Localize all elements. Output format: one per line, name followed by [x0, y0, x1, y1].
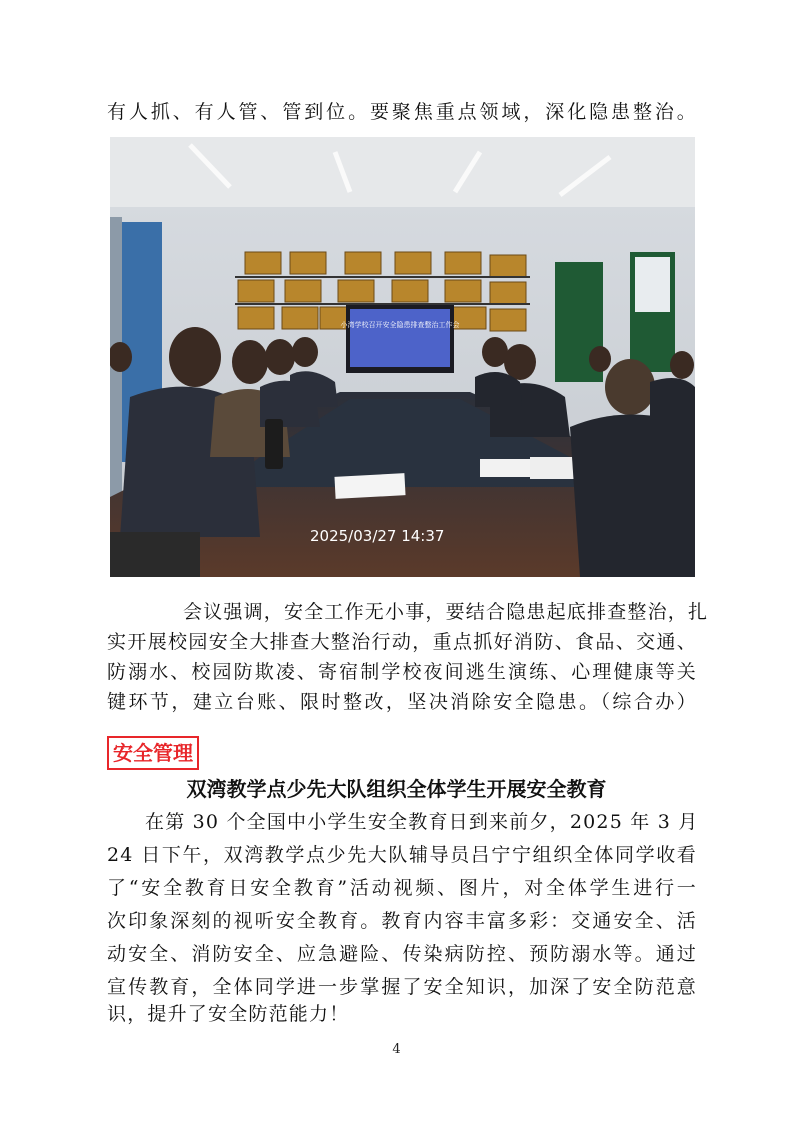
paragraph1-line-2: 实开展校园安全大排查大整治行动，重点抓好消防、食品、交通、	[107, 631, 697, 653]
paragraph2-line-3: 了“安全教育日安全教育”活动视频、图片，对全体学生进行一	[107, 877, 697, 899]
paragraph2-line-7: 识，提升了安全防范能力！	[107, 1003, 350, 1025]
photo-timestamp: 2025/03/27 14:37	[310, 527, 445, 545]
section-tag: 安全管理	[107, 736, 199, 770]
meeting-photo	[110, 137, 695, 577]
paragraph1-line-3: 防溺水、校园防欺凌、寄宿制学校夜间逃生演练、心理健康等关	[107, 661, 697, 683]
paragraph1-line-4: 键环节，建立台账、限时整改，坚决消除安全隐患。（综合办）	[107, 691, 697, 713]
paragraph2-line-6: 宣传教育，全体同学进一步掌握了安全知识，加深了安全防范意	[107, 976, 697, 998]
article-headline: 双湾教学点少先大队组织全体学生开展安全教育	[186, 777, 607, 801]
paragraph2-line-2: 24 日下午，双湾教学点少先大队辅导员吕宁宁组织全体同学收看	[107, 844, 697, 866]
paragraph1-line-1: 会议强调，安全工作无小事，要结合隐患起底排查整治，扎	[183, 601, 709, 623]
top-text-line: 有人抓、有人管、管到位。要聚焦重点领域，深化隐患整治。	[107, 101, 697, 123]
paragraph2-line-4: 次印象深刻的视听安全教育。教育内容丰富多彩：交通安全、活	[107, 910, 697, 932]
screen-text: 小湾学校召开安全隐患排查整治工作会	[340, 321, 460, 329]
page-number: 4	[392, 1042, 401, 1057]
paragraph2-line-1: 在第 30 个全国中小学生安全教育日到来前夕，2025 年 3 月	[145, 811, 699, 833]
paragraph2-line-5: 动安全、消防安全、应急避险、传染病防控、预防溺水等。通过	[107, 943, 697, 965]
